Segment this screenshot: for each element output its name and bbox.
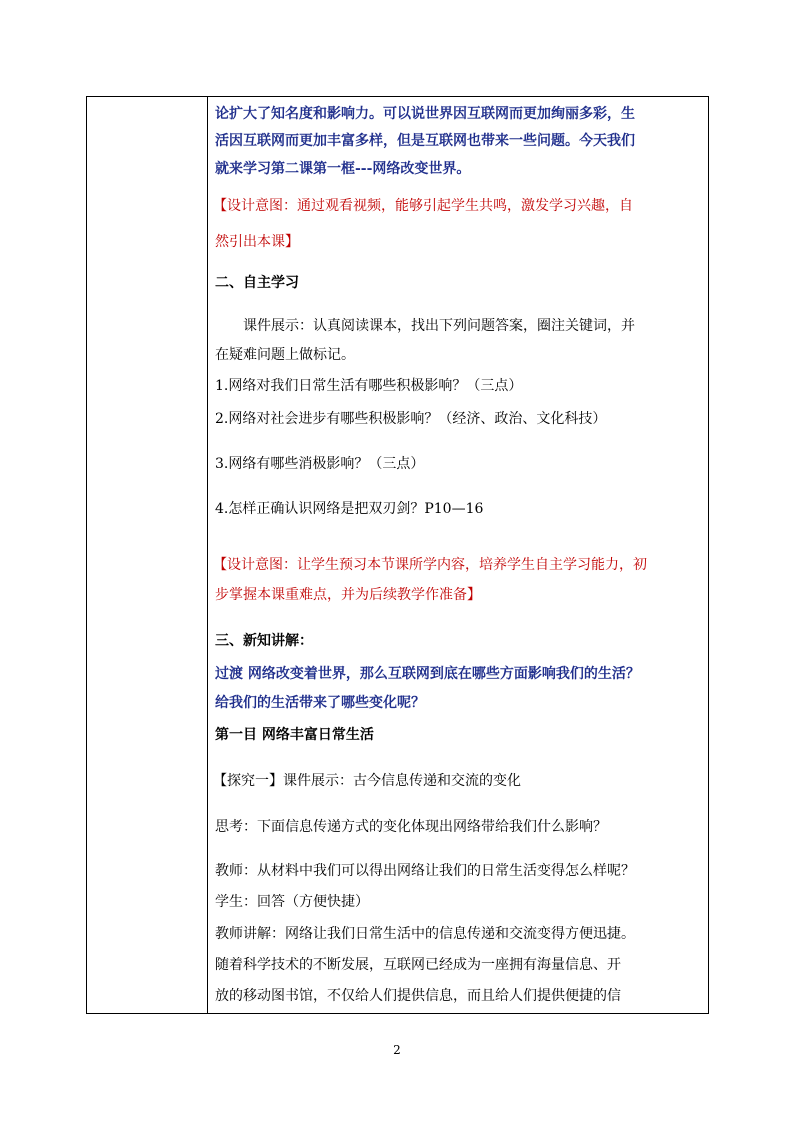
table-left-border xyxy=(86,97,87,1013)
intro-text-line-3: 就来学习第二课第一框---网络改变世界。 xyxy=(215,161,471,177)
self-study-instruction-line-2: 在疑难问题上做标记。 xyxy=(215,347,355,363)
design-intent-2-line-1: 【设计意图：让学生预习本节课所学内容，培养学生自主学习能力，初 xyxy=(213,557,647,573)
student-answer: 学生：回答（方便快捷） xyxy=(215,894,369,910)
teacher-question: 教师：从材料中我们可以得出网络让我们的日常生活变得怎么样呢？ xyxy=(215,863,635,879)
table-right-border xyxy=(708,97,709,1013)
thinking-question: 思考：下面信息传递方式的变化体现出网络带给我们什么影响？ xyxy=(215,819,607,835)
self-study-instruction-line-1: 课件展示：认真阅读课本，找出下列问题答案，圈注关键词，并 xyxy=(243,318,635,334)
exploration-1: 【探究一】课件展示：古今信息传递和交流的变化 xyxy=(213,773,521,789)
section-heading-self-study: 二、自主学习 xyxy=(215,275,299,291)
section-heading-new-knowledge: 三、新知讲解： xyxy=(215,633,313,649)
teacher-explanation-line-1: 教师讲解：网络让我们日常生活中的信息传递和交流变得方便迅捷。 xyxy=(215,926,635,942)
intro-text-line-2: 活因互联网而更加丰富多样，但是互联网也带来一些问题。今天我们 xyxy=(215,133,635,149)
question-4: 4.怎样正确认识网络是把双刃剑？P10—16 xyxy=(215,501,484,517)
question-2: 2.网络对社会进步有哪些积极影响？（经济、政治、文化科技） xyxy=(215,411,607,427)
question-3: 3.网络有哪些消极影响？（三点） xyxy=(215,456,425,472)
subsection-heading: 第一目 网络丰富日常生活 xyxy=(215,727,374,743)
intro-text-line-1: 论扩大了知名度和影响力。可以说世界因互联网而更加绚丽多彩，生 xyxy=(215,106,635,122)
transition-text-line-2: 给我们的生活带来了哪些变化呢？ xyxy=(215,695,425,711)
teacher-explanation-line-2: 随着科学技术的不断发展，互联网已经成为一座拥有海量信息、开 xyxy=(215,957,621,973)
teacher-explanation-line-3: 放的移动图书馆，不仅给人们提供信息，而且给人们提供便捷的信 xyxy=(215,988,621,1004)
transition-text-line-1: 过渡 网络改变着世界，那么互联网到底在哪些方面影响我们的生活？ xyxy=(215,666,640,682)
design-intent-1-line-1: 【设计意图：通过观看视频，能够引起学生共鸣，激发学习兴趣，自 xyxy=(213,198,633,214)
design-intent-1-line-2: 然引出本课】 xyxy=(215,234,299,250)
page-number: 2 xyxy=(393,1043,401,1057)
design-intent-2-line-2: 步掌握本课重难点，并为后续教学作准备】 xyxy=(215,587,481,603)
table-column-divider xyxy=(207,97,208,1013)
question-1: 1.网络对我们日常生活有哪些积极影响？（三点） xyxy=(215,378,523,394)
